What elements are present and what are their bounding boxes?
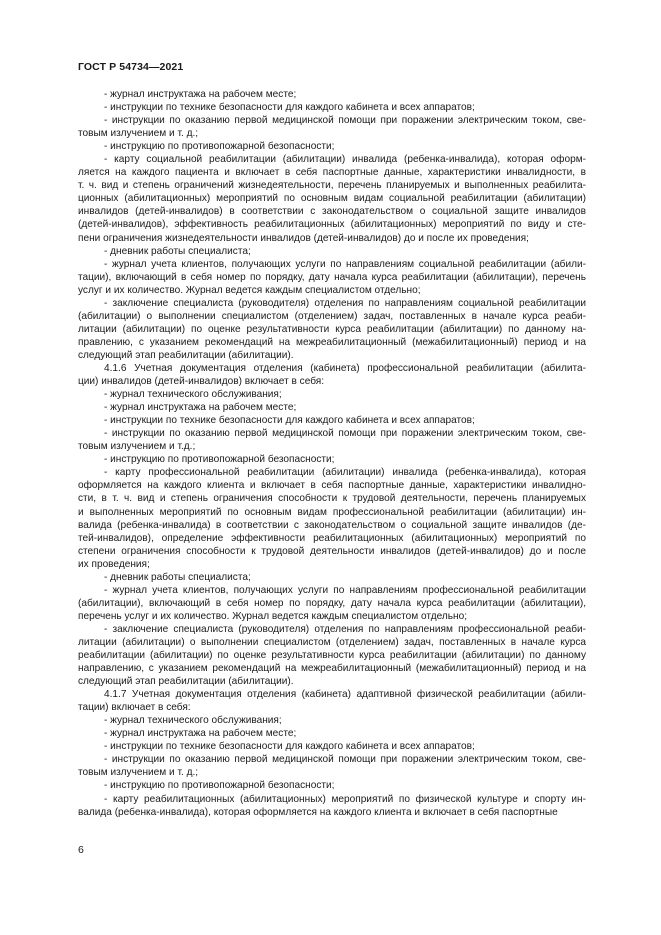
text-line: тации), включающий в себя номер по порядку, дату начала курса реабилитации (абилитации), перечень <box>78 271 586 283</box>
text-line: - инструкции по оказанию первой медицинской помощи при поражении электрическим током, све- <box>104 754 586 766</box>
text-line: - журнал учета клиентов, получающих услуги по направлениям профессиональной реабилитации <box>104 584 586 596</box>
text-line: - инструкцию по противопожарной безопасности; <box>104 454 335 466</box>
paragraph <box>78 466 586 570</box>
text-line: - карту реабилитационных (абилитационных) мероприятий по физической культуре и спорту ин- <box>104 793 586 805</box>
text-line: (абилитации) о выполнении специалистом (отделением) задач, поставленных в начале курса реаби- <box>78 310 586 322</box>
text-line: (детей-инвалидов), эффективность реабилитационных (абилитационных) мероприятий по виду и сте- <box>78 219 586 231</box>
text-line: степени ограничения способности к трудовой деятельности инвалидов (детей-инвалидов) до и после <box>78 545 586 557</box>
text-line: - журнал инструктажа на рабочем месте; <box>104 402 297 414</box>
text-line: ции) инвалидов (детей-инвалидов) включает в себя: <box>78 376 325 388</box>
paragraph <box>78 140 586 153</box>
text-line: - дневник работы специалиста; <box>104 571 251 583</box>
paragraph <box>78 753 586 779</box>
text-line: - инструкции по технике безопасности для каждого кабинета и всех аппаратов; <box>104 102 475 114</box>
text-line: литации (абилитации) о выполнении специалистом (отделением) задач, поставленных в начале курса <box>78 636 586 648</box>
paragraph <box>78 571 586 584</box>
text-line: правлению, с указанием рекомендаций на межреабилитационный (межабилитационный) период и на <box>78 336 586 348</box>
text-line: - журнал технического обслуживания; <box>104 715 282 727</box>
paragraph <box>78 414 586 427</box>
paragraph <box>78 740 586 753</box>
text-line: (абилитации), включающий в себя номер по порядку, дату начала курса реабилитации (абилитации), <box>78 597 586 609</box>
text-line: - инструкции по технике безопасности для каждого кабинета и всех аппаратов; <box>104 415 475 427</box>
paragraph <box>78 453 586 466</box>
text-line: - журнал инструктажа на рабочем месте; <box>104 728 297 740</box>
text-line: - дневник работы специалиста; <box>104 245 251 257</box>
paragraph <box>78 714 586 727</box>
standard-header: ГОСТ Р 54734—2021 <box>78 61 184 73</box>
text-line: перечень услуг и их количество. Журнал ведется каждым специалистом отдельно; <box>78 610 468 622</box>
paragraph <box>78 779 586 792</box>
text-line: ционных (абилитационных) мероприятий по основным видам социальной реабилитации (абилитации) <box>78 193 586 205</box>
text-line: - журнал учета клиентов, получающих услуги по направлениям социальной реабилитации (абили- <box>104 258 586 270</box>
text-line: валида (ребенка-инвалида) в соответствии с законодательством о социальной защите инвалидов (де- <box>78 519 586 531</box>
paragraph <box>78 623 586 688</box>
text-line: - инструкции по оказанию первой медицинской помощи при поражении электрическим током, све- <box>104 428 586 440</box>
paragraph <box>78 401 586 414</box>
paragraph <box>78 245 586 258</box>
page-number: 6 <box>78 844 84 856</box>
paragraph <box>78 101 586 114</box>
text-line: - карту социальной реабилитации (абилитации) инвалида (ребенка-инвалида), которая оформ- <box>104 154 586 166</box>
paragraph <box>78 88 586 101</box>
text-line: оформляется на каждого клиента и включает в себя паспортные данные, характеристики инвалидно- <box>78 480 586 492</box>
paragraph <box>78 362 586 388</box>
text-line: - карту профессиональной реабилитации (абилитации) инвалида (ребенка-инвалида), которая <box>104 467 586 479</box>
text-line: их проведения; <box>78 558 150 570</box>
text-line: товым излучением и т. д.; <box>78 128 199 140</box>
text-line: 4.1.7 Учетная документация отделения (кабинета) адаптивной физической реабилитации (абили- <box>104 689 586 701</box>
paragraph <box>78 427 586 453</box>
text-line: пени ограничения жизнедеятельности инвалидов (детей-инвалидов) до и после их проведения; <box>78 232 529 244</box>
text-line: тей-инвалидов), определение эффективности реабилитационных (абилитационных) мероприятий по <box>78 532 586 544</box>
text-line: инвалидов (детей-инвалидов) в соответствии с законодательством о социальной защите инвалидов <box>78 206 586 218</box>
paragraph <box>78 153 586 244</box>
text-line: - инструкции по оказанию первой медицинской помощи при поражении электрическим током, све- <box>104 115 586 127</box>
text-line: следующий этап реабилитации (абилитации). <box>78 349 294 361</box>
text-line: - инструкцию по противопожарной безопасности; <box>104 141 335 153</box>
text-line: товым излучением и т. д.; <box>78 767 199 779</box>
paragraph <box>78 114 586 140</box>
paragraph <box>78 388 586 401</box>
paragraph <box>78 727 586 740</box>
text-line: т. ч. вид и степень ограничений жизнедеятельности, перечень планируемых и выполненных реабилита- <box>78 180 586 192</box>
text-line: реабилитации (абилитации) по оценке результативности курса реабилитации (абилитации) по данному <box>78 650 586 662</box>
document-body <box>78 88 586 819</box>
text-line: - инструкцию по противопожарной безопасности; <box>104 780 335 792</box>
text-line: сти, в т. ч. вид и степень ограничения способности к трудовой деятельности, перечень планируемых <box>78 493 586 505</box>
text-line: - журнал технического обслуживания; <box>104 389 282 401</box>
text-line: - заключение специалиста (руководителя) отделения по направлениям социальной реабилитации <box>104 297 586 309</box>
text-line: тации) включает в себя: <box>78 702 191 714</box>
paragraph <box>78 688 586 714</box>
text-line: - заключение специалиста (руководителя) отделения по направлениям профессиональной реаби- <box>104 623 586 635</box>
text-line: 4.1.6 Учетная документация отделения (кабинета) профессиональной реабилитации (абилита- <box>104 362 586 374</box>
paragraph <box>78 584 586 623</box>
text-line: ляется на каждого пациента и включает в себя паспортные данные, характеристики инвалидности, в <box>78 167 586 179</box>
paragraph <box>78 793 586 819</box>
text-line: - журнал инструктажа на рабочем месте; <box>104 89 297 100</box>
text-line: товым излучением и т.д.; <box>78 441 196 453</box>
text-line: литации (абилитации) по оценке результативности курса реабилитации (абилитации) по данному на- <box>78 323 586 335</box>
text-line: направлению, с указанием рекомендаций на межреабилитационный (межабилитационный) период и на <box>78 663 586 675</box>
text-line: валида (ребенка-инвалида), которая оформляется на каждого клиента и включает в себя паспортные <box>78 806 558 818</box>
paragraph <box>78 258 586 297</box>
text-line: и выполненных мероприятий по основным видам профессиональной реабилитации (абилитации) ин- <box>78 506 586 518</box>
text-line: - инструкции по технике безопасности для каждого кабинета и всех аппаратов; <box>104 741 475 753</box>
text-line: следующий этап реабилитации (абилитации). <box>78 676 294 688</box>
paragraph <box>78 297 586 362</box>
text-line: услуг и их количество. Журнал ведется каждым специалистом отдельно; <box>78 284 421 296</box>
